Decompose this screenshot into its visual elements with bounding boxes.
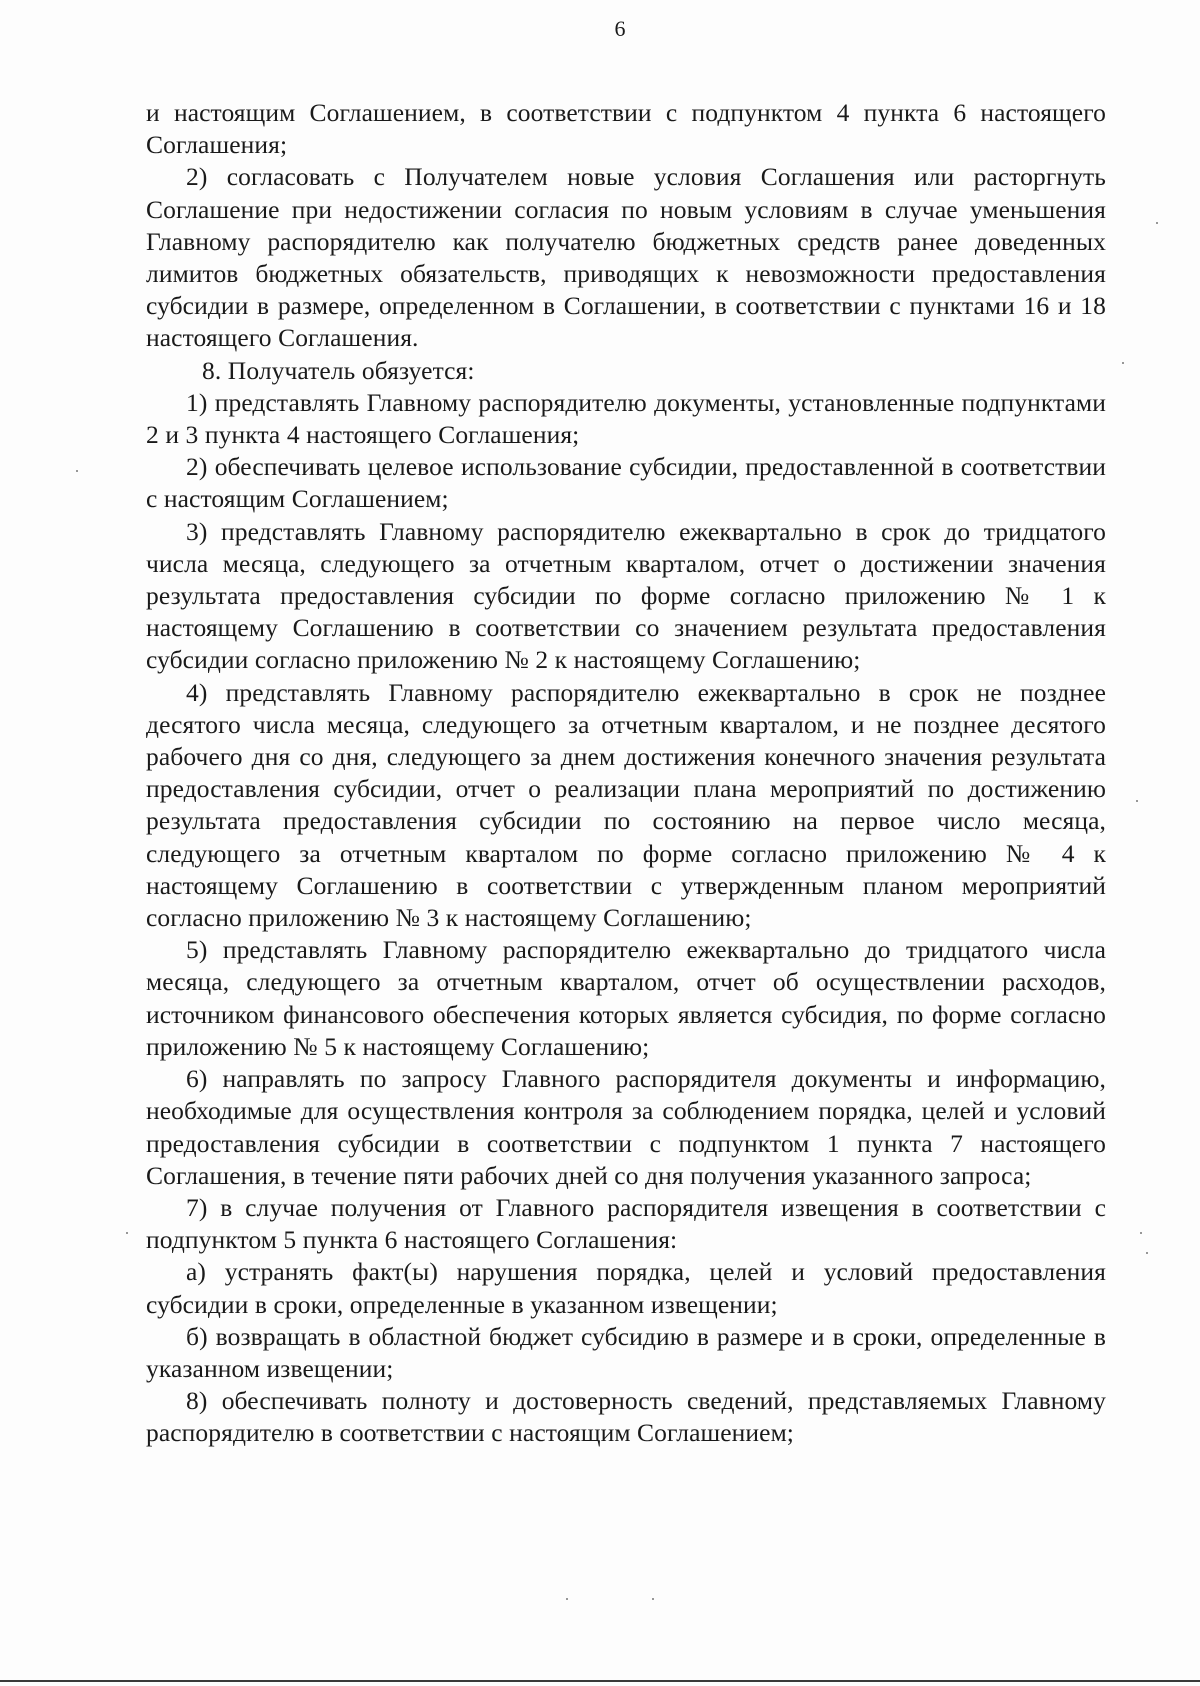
paragraph: 1) представлять Главному распорядителю документы, установленные подпунктами 2 и 3 пункта 4 настоящего Соглашения; bbox=[146, 387, 1106, 450]
scan-speck bbox=[126, 1232, 128, 1234]
scan-speck bbox=[1146, 1252, 1148, 1254]
paragraph: 8) обеспечивать полноту и достоверность сведений, представляемых Главному распорядителю в соответствии с настоящим Соглашением; bbox=[146, 1386, 1106, 1448]
scan-speck bbox=[1140, 1232, 1142, 1234]
paragraph: 6) направлять по запросу Главного распорядителя документы и информацию, необходимые для осуществления контроля за соблюдением порядка, целей и условий предоставления субсидии в соответствии с подпунктом 1 пункта 7 настоящего Соглашения, в течение пяти рабочих дней со дня получения указанного запроса; bbox=[146, 1064, 1106, 1190]
sub-paragraph: а) устранять факт(ы) нарушения порядка, целей и условий предоставления субсидии в сроки, определенные в указанном извещении; bbox=[146, 1257, 1106, 1319]
agreement-body-text bbox=[146, 97, 1106, 1450]
paragraph: 3) представлять Главному распорядителю ежеквартально в срок до тридцатого числа месяца, следующего за отчетным кварталом, отчет о достижении значения результата предоставления субсидии по форме согласно приложению № 1 к настоящему Соглашению в соответствии со значением результата предоставления субсидии согласно приложению № 2 к настоящему Соглашению; bbox=[146, 516, 1106, 675]
paragraph: 2) согласовать с Получателем новые условия Соглашения или расторгнуть Соглашение при недостижении согласия по новым условиям в случае уменьшения Главному распорядителю как получателю бюджетных средств ранее доведенных лимитов бюджетных обязательств, приводящих к невозможности предоставления субсидии в размере, определенном в Соглашении, в соответствии с пунктами 16 и 18 настоящего Соглашения. bbox=[146, 162, 1106, 353]
paragraph: и настоящим Соглашением, в соответствии с подпунктом 4 пункта 6 настоящего Соглашения; bbox=[146, 98, 1106, 160]
paragraph: 5) представлять Главному распорядителю ежеквартально до тридцатого числа месяца, следующего за отчетным кварталом, отчет об осуществлении расходов, источником финансового обеспечения которых является субсидия, по форме согласно приложению № 5 к настоящему Соглашению; bbox=[146, 935, 1106, 1061]
page-number: 6 bbox=[614, 16, 626, 41]
scan-speck bbox=[1156, 222, 1158, 224]
scan-speck bbox=[76, 470, 78, 472]
scan-speck bbox=[1122, 362, 1124, 364]
scan-bottom-edge bbox=[0, 1680, 1200, 1682]
section-heading: 8. Получатель обязуется: bbox=[202, 355, 475, 385]
scan-speck bbox=[566, 1598, 568, 1600]
paragraph: 7) в случае получения от Главного распорядителя извещения в соответствии с подпунктом 5 пункта 6 настоящего Соглашения: bbox=[146, 1192, 1106, 1255]
scan-speck bbox=[1136, 800, 1138, 802]
scan-speck bbox=[652, 1598, 654, 1600]
paragraph: 2) обеспечивать целевое использование субсидии, предоставленной в соответствии с настоящим Соглашением; bbox=[146, 452, 1106, 514]
paragraph: 4) представлять Главному распорядителю ежеквартально в срок не позднее десятого числа месяца, следующего за отчетным кварталом, и не позднее десятого рабочего дня со дня, следующего за днем достижения конечного значения результата предоставления субсидии, отчет о реализации плана мероприятий по достижению результата предоставления субсидии по состоянию на первое число месяца, следующего за отчетным кварталом по форме согласно приложению № 4 к настоящему Соглашению в соответствии с утвержденным планом мероприятий согласно приложению № 3 к настоящему Соглашению; bbox=[146, 677, 1106, 933]
sub-paragraph: б) возвращать в областной бюджет субсидию в размере и в сроки, определенные в указанном извещении; bbox=[146, 1321, 1106, 1383]
